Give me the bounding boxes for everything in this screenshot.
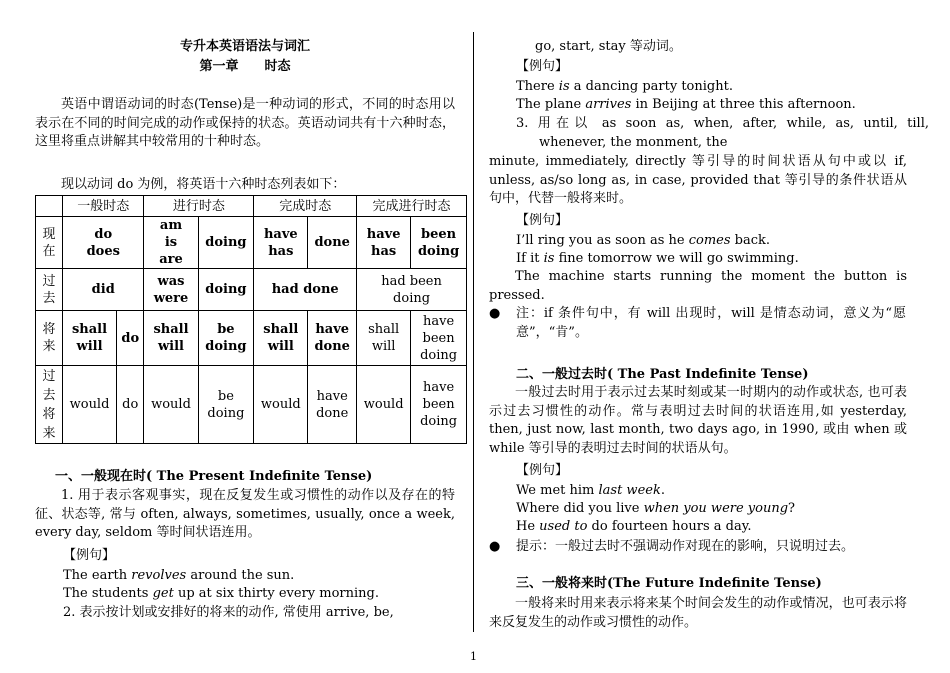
tense-table — [35, 195, 467, 444]
table-cell: have done — [308, 311, 357, 366]
table-cell: would — [144, 366, 198, 444]
table-cell: would — [254, 366, 308, 444]
table-cell: doing — [198, 217, 254, 269]
s1-point-1: 1. 用于表示客观事实，现在反复发生或习惯性的动作以及存在的特征、状态等, 常与 often, always, sometimes, usually, once a week, every day, seldom 等时间状语连用。 — [35, 488, 455, 540]
s1-point-2-cont: go, start, stay 等动词。 — [535, 39, 682, 54]
table-header: 完成时态 — [254, 196, 357, 217]
row-label: 过去将来 — [36, 366, 63, 444]
example-sentence: Where did you live when you were young? — [516, 501, 796, 516]
example-label: 【例句】 — [63, 548, 116, 563]
table-cell: would — [357, 366, 411, 444]
section-heading-1: 一、一般现在时( The Present Indefinite Tense) — [55, 469, 373, 484]
example-sentence: There is a dancing party tonight. — [516, 79, 733, 94]
table-cell: done — [308, 217, 357, 269]
table-cell: do — [117, 311, 144, 366]
s1-point-3-cont: minute, immediately, directly 等引导的时间状语从句中或以 if, unless, as/so long as, in case, provided that 等引导的条件状语从句中，代替一般将来时。 — [489, 154, 907, 206]
table-cell: shall will — [254, 311, 308, 366]
row-label: 过去 — [36, 269, 63, 311]
bullet-icon: ● — [489, 539, 501, 554]
s2-paragraph: 一般过去时用于表示过去某时刻或某一时期内的动作或状态, 也可表示过去习惯性的动作。常与表明过去时间的状语连用,如 yesterday, then, just now, last month, two days ago, in 1990, 或由 when 或 while 等引导的表明过去时间的状语从句。 — [489, 385, 907, 456]
table-cell: had been doing — [357, 269, 467, 311]
example-sentence: The machine starts running the moment the button is pressed. — [489, 269, 907, 303]
table-cell: have been doing — [411, 311, 467, 366]
table-corner — [36, 196, 63, 217]
example-sentence: We met him last week. — [516, 483, 665, 498]
s2-note: 提示：一般过去时不强调动作对现在的影响，只说明过去。 — [516, 539, 855, 554]
example-sentence: The plane arrives in Beijing at three this afternoon. — [516, 97, 856, 112]
table-cell: have has — [254, 217, 308, 269]
example-label: 【例句】 — [516, 463, 569, 478]
section-heading-2: 二、一般过去时( The Past Indefinite Tense) — [516, 367, 809, 382]
table-cell: doing — [198, 269, 254, 311]
example-sentence: The earth revolves around the sun. — [63, 568, 295, 583]
table-cell: been doing — [411, 217, 467, 269]
table-cell: am is are — [144, 217, 198, 269]
bullet-icon: ● — [489, 306, 501, 321]
table-cell: have has — [357, 217, 411, 269]
table-cell: do — [117, 366, 144, 444]
s1-point-2: 2. 表示按计划或安排好的将来的动作, 常使用 arrive, be, — [63, 605, 394, 620]
row-label: 现在 — [36, 217, 63, 269]
example-sentence: The students get up at six thirty every morning. — [63, 586, 379, 601]
table-cell: do does — [63, 217, 144, 269]
table-cell: was were — [144, 269, 198, 311]
s3-paragraph: 一般将来时用来表示将来某个时间会发生的动作或情况，也可表示将来反复发生的动作或习惯性的动作。 — [489, 596, 907, 630]
intro-paragraph: 英语中谓语动词的时态(Tense)是一种动词的形式，不同的时态用以表示在不同的时间完成的动作或保持的状态。英语动词共有十六种时态，这里将重点讲解其中较常用的十种时态。 — [35, 97, 455, 149]
s1-note: 注：if 条件句中，有 will 出现时，will 是情态动词，意义为“愿意”，“肯”。 — [516, 306, 906, 340]
table-cell: be doing — [198, 311, 254, 366]
example-sentence: He used to do fourteen hours a day. — [516, 519, 752, 534]
table-cell: did — [63, 269, 144, 311]
table-cell: shall will — [63, 311, 117, 366]
table-cell: had done — [254, 269, 357, 311]
table-cell: have been doing — [411, 366, 467, 444]
document-title: 专升本英语语法与词汇 — [179, 39, 310, 54]
chapter-title: 第一章 时态 — [199, 59, 291, 74]
table-cell: would — [63, 366, 117, 444]
table-cell: be doing — [198, 366, 254, 444]
table-header: 一般时态 — [63, 196, 144, 217]
table-cell: shall will — [144, 311, 198, 366]
example-sentence: If it is fine tomorrow we will go swimming. — [516, 251, 799, 266]
table-header: 完成进行时态 — [357, 196, 467, 217]
page-number: 1 — [470, 650, 477, 663]
s1-point-3: 3. 用在以 as soon as, when, after, while, as, until, till, whenever, the monment, the — [516, 116, 929, 150]
table-header: 进行时态 — [144, 196, 254, 217]
example-label: 【例句】 — [516, 59, 569, 74]
example-sentence: I’ll ring you as soon as he comes back. — [516, 233, 771, 248]
section-heading-3: 三、一般将来时(The Future Indefinite Tense) — [516, 576, 822, 591]
column-divider — [473, 32, 474, 632]
table-cell: shall will — [357, 311, 411, 366]
table-intro: 现以动词 do 为例，将英语十六种时态列表如下： — [61, 177, 346, 192]
example-label: 【例句】 — [516, 213, 569, 228]
row-label: 将来 — [36, 311, 63, 366]
table-cell: have done — [308, 366, 357, 444]
